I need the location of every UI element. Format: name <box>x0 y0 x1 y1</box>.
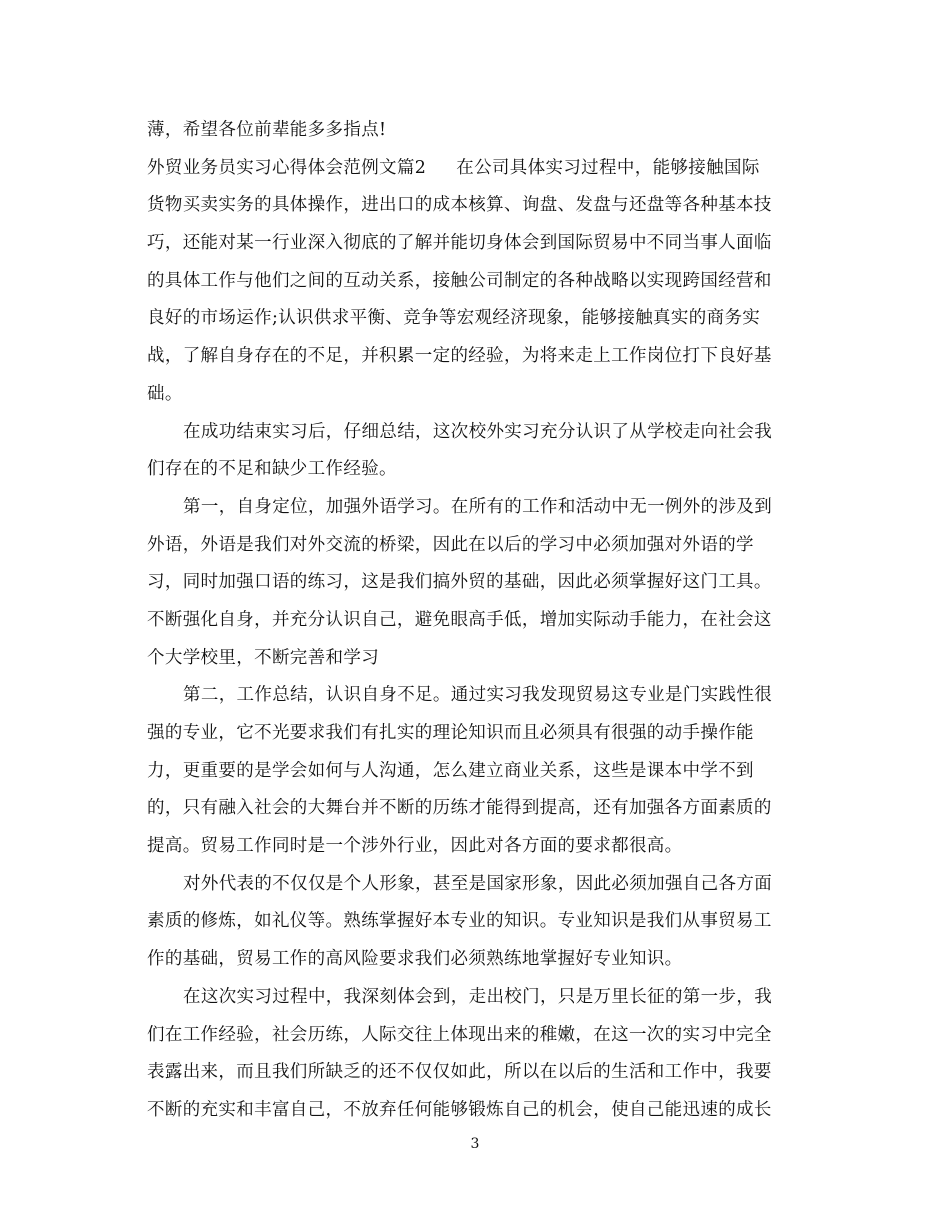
article-title: 外贸业务员实习心得体会范例文篇2 <box>147 157 427 178</box>
paragraph-line: 们在工作经验，社会历练，人际交往上体现出来的稚嫩，在这一次的实习中完全 <box>147 1024 772 1045</box>
document-body <box>147 112 803 1130</box>
paragraph-line: 们存在的不足和缺少工作经验。 <box>147 459 397 480</box>
paragraph-line: 个大学校里，不断完善和学习 <box>147 647 380 668</box>
paragraph-line: 习，同时加强口语的练习，这是我们搞外贸的基础，因此必须掌握好这门工具。 <box>147 572 772 593</box>
paragraph-line: 在这次实习过程中，我深刻体会到，走出校门，只是万里长征的第一步，我 <box>183 986 773 1007</box>
paragraph-line: 作的基础，贸易工作的高风险要求我们必须熟练地掌握好专业知识。 <box>147 949 683 970</box>
paragraph-line: 薄，希望各位前辈能多多指点! <box>147 120 387 140</box>
page-number: 3 <box>470 1136 480 1152</box>
paragraph-line: 在公司具体实习过程中，能够接触国际 <box>456 157 760 178</box>
paragraph-line: 巧，还能对某一行业深入彻底的了解并能切身体会到国际贸易中不同当事人面临 <box>147 233 772 254</box>
paragraph-line: 强的专业，它不光要求我们有扎实的理论知识而且必须具有很强的动手操作能 <box>147 723 754 743</box>
paragraph-line: 不断的充实和丰富自己，不放弃任何能够锻炼自己的机会，使自己能迅速的成长 <box>147 1099 772 1120</box>
paragraph-line: 素质的修炼，如礼仪等。熟练掌握好本专业的知识。专业知识是我们从事贸易工 <box>147 911 772 932</box>
paragraph-line: 外语，外语是我们对外交流的桥梁，因此在以后的学习中必须加强对外语的学 <box>147 534 754 555</box>
paragraph-line: 在成功结束实习后，仔细总结，这次校外实习充分认识了从学校走向社会我 <box>183 421 773 442</box>
paragraph-line: 表露出来，而且我们所缺乏的还不仅仅如此，所以在以后的生活和工作中，我要 <box>147 1062 772 1083</box>
paragraph-line: 的具体工作与他们之间的互动关系，接触公司制定的各种战略以实现跨国经营和 <box>147 270 772 291</box>
paragraph-line: 提高。贸易工作同时是一个涉外行业，因此对各方面的要求都很高。 <box>147 836 683 857</box>
paragraph-line: 力，更重要的是学会如何与人沟通，怎么建立商业关系，这些是课本中学不到 <box>147 760 754 781</box>
article-title-line <box>147 150 803 188</box>
paragraph-line: 货物买卖实务的具体操作，进出口的成本核算、询盘、发盘与还盘等各种基本技 <box>147 195 772 216</box>
paragraph-line: 良好的市场运作;认识供求平衡、竞争等宏观经济现象，能够接触真实的商务实 <box>147 308 761 329</box>
paragraph-line: 的，只有融入社会的大舞台并不断的历练才能得到提高，还有加强各方面素质的 <box>147 798 772 819</box>
paragraph-line: 第二，工作总结，认识自身不足。通过实习我发现贸易这专业是门实践性很 <box>183 685 773 706</box>
paragraph-line: 对外代表的不仅仅是个人形象，甚至是国家形象，因此必须加强自己各方面 <box>183 873 773 894</box>
paragraph-line: 战，了解自身存在的不足，并积累一定的经验，为将来走上工作岗位打下良好基 <box>147 346 772 367</box>
paragraph-line: 第一，自身定位，加强外语学习。在所有的工作和活动中无一例外的涉及到 <box>183 496 773 517</box>
paragraph-line: 不断强化自身，并充分认识自己，避免眼高手低，增加实际动手能力，在社会这 <box>147 609 772 630</box>
paragraph-line: 础。 <box>147 383 183 404</box>
